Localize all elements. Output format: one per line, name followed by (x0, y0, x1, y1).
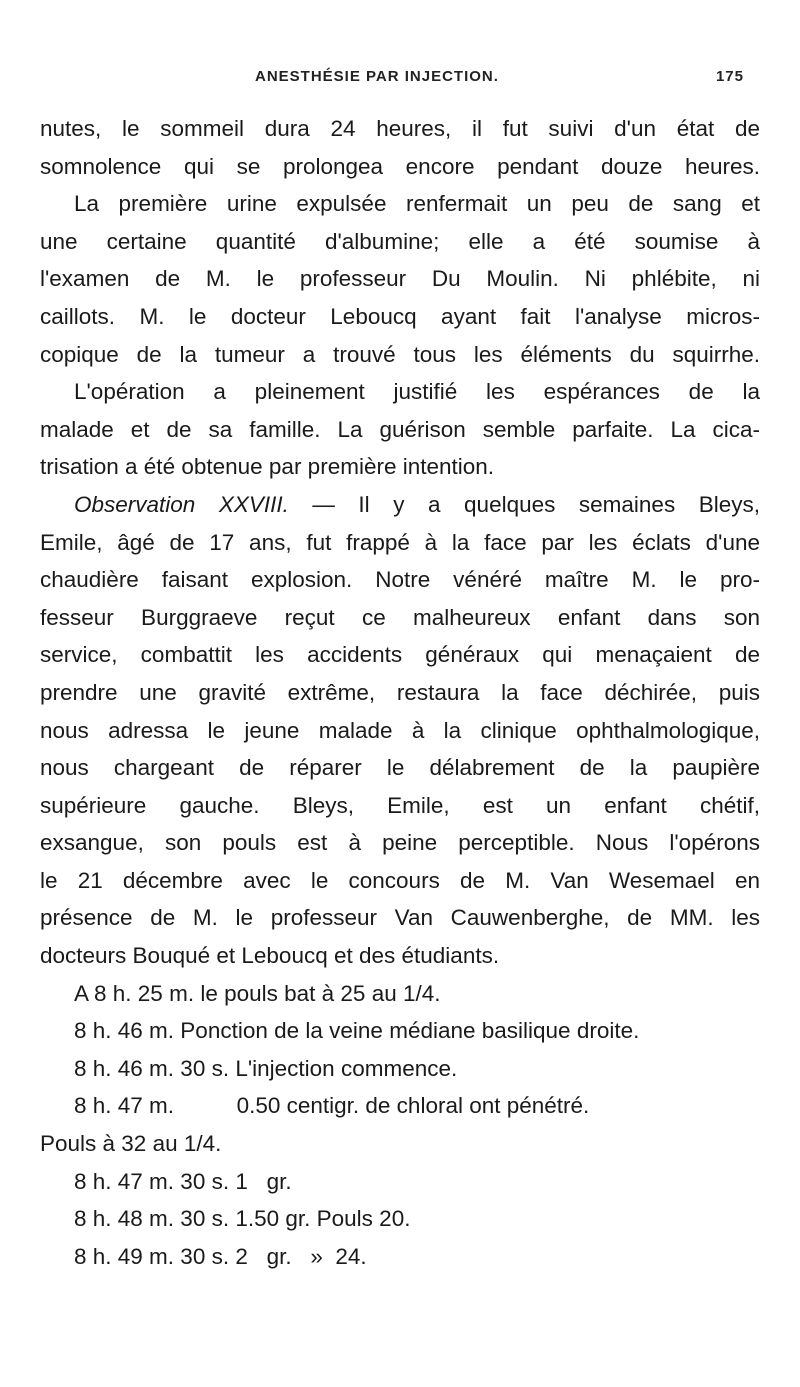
text-line: 8 h. 48 m. 30 s. 1.50 gr. Pouls 20. (74, 1206, 411, 1232)
text-line: nutes, le sommeil dura 24 heures, il fut suivi d'un état de (40, 116, 760, 141)
text-line: A 8 h. 25 m. le pouls bat à 25 au 1/4. (74, 980, 441, 1006)
text-line: 8 h. 47 m. 30 s. 1 gr. (74, 1168, 292, 1194)
text-line: La première urine expulsée renfermait un peu de sang et (74, 191, 760, 217)
text-line: Pouls à 32 au 1/4. (40, 1131, 222, 1157)
text-line: Emile, âgé de 17 ans, fut frappé à la face par les éclats d'une (40, 529, 760, 555)
text-line: l'examen de M. le professeur Du Moulin. Ni phlébite, ni (40, 266, 760, 292)
text-line: 8 h. 46 m. 30 s. L'injection commence. (74, 1055, 458, 1081)
text-line: 8 h. 47 m. 0.50 centigr. de chloral ont pénétré. (74, 1093, 590, 1119)
text-line: somnolence qui se prolongea encore pendant douze heures. (40, 153, 760, 179)
text-line: malade et de sa famille. La guérison semble parfaite. La cica- (40, 416, 760, 442)
text-line: exsangue, son pouls est à peine perceptible. Nous l'opérons (40, 830, 760, 856)
text-line: 8 h. 49 m. 30 s. 2 gr. » 24. (74, 1243, 367, 1269)
text-line: L'opération a pleinement justifié les espérances de la (74, 379, 760, 405)
page-number: 175 (715, 68, 744, 85)
text-line: supérieure gauche. Bleys, Emile, est un enfant chétif, (40, 792, 760, 818)
text-line: service, combattit les accidents généraux qui menaçaient de (40, 642, 760, 668)
text-line: présence de M. le professeur Van Cauwenberghe, de MM. les (40, 905, 760, 931)
header-title: ANESTHÉSIE PAR INJECTION. (255, 68, 499, 85)
text-line: copique de la tumeur a trouvé tous les éléments du squirrhe. (40, 341, 760, 367)
text-line: prendre une gravité extrême, restaura la face déchirée, puis (40, 679, 760, 705)
observation-rest: — Il y a quelques semaines Bleys, (288, 491, 760, 517)
observation-line (40, 486, 760, 524)
text-line: fesseur Burggraeve reçut ce malheureux enfant dans son (40, 604, 760, 630)
text-line: 8 h. 46 m. Ponction de la veine médiane basilique droite. (74, 1018, 640, 1044)
text-line: nous chargeant de réparer le délabrement de la paupière (40, 755, 760, 781)
text-line: docteurs Bouqué et Leboucq et des étudiants. (40, 943, 500, 969)
body-text (40, 110, 760, 1275)
text-line: le 21 décembre avec le concours de M. Van Wesemael en (40, 867, 760, 893)
observation-heading: Observation XXVIII. (74, 491, 289, 517)
text-line: caillots. M. le docteur Leboucq ayant fait l'analyse micros- (40, 303, 760, 329)
text-line: trisation a été obtenue par première intention. (40, 454, 495, 480)
text-line: nous adressa le jeune malade à la clinique ophthalmologique, (40, 717, 760, 743)
text-line: une certaine quantité d'albumine; elle a été soumise à (40, 228, 760, 254)
running-header (0, 64, 800, 94)
text-line: chaudière faisant explosion. Notre vénéré maître M. le pro- (40, 567, 760, 593)
